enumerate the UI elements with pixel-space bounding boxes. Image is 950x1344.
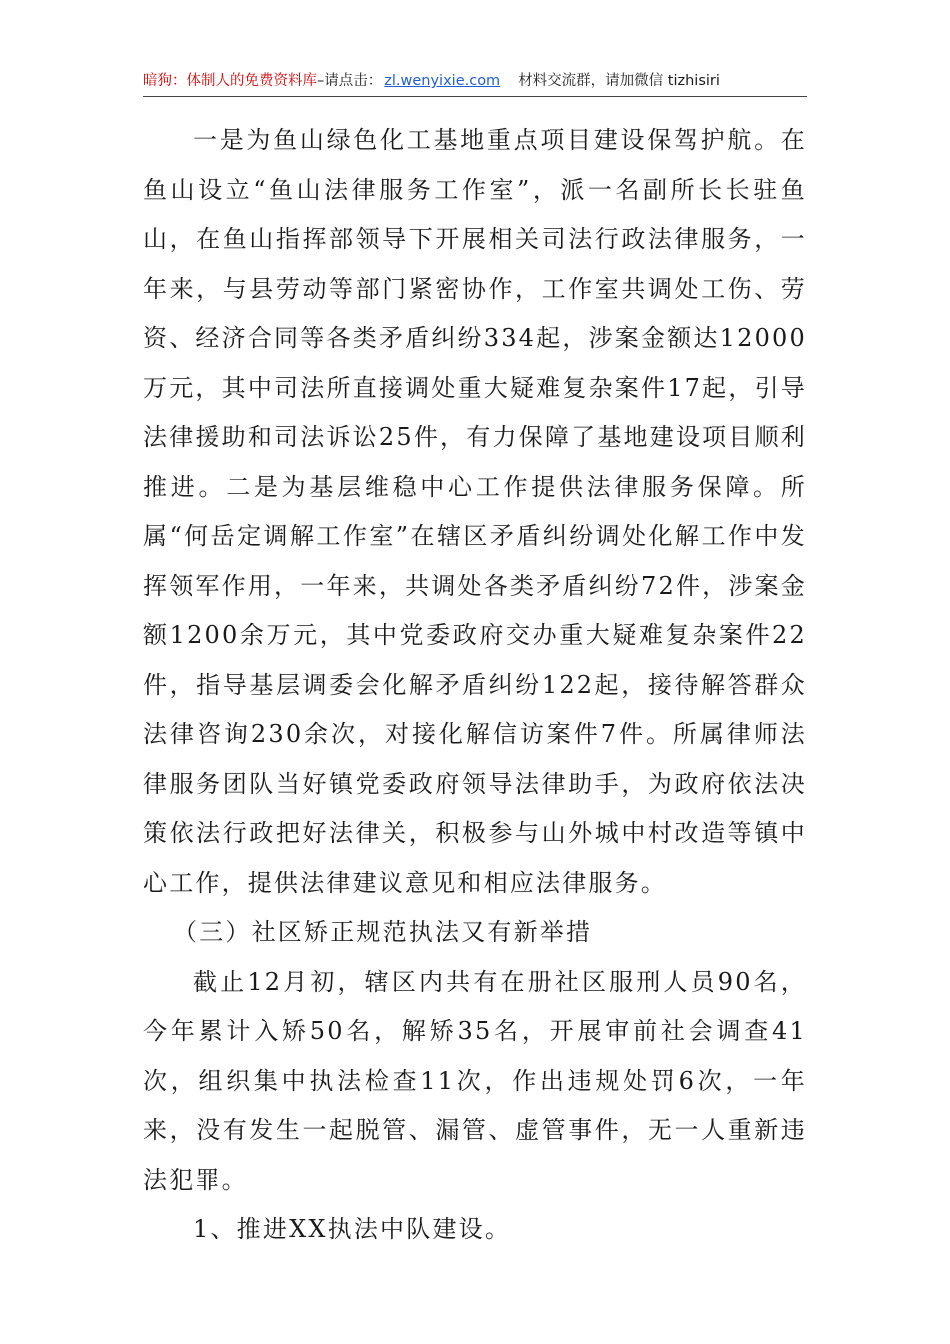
header-brand: 暗狗：体制人的免费资料库	[143, 73, 317, 89]
header-link-prefix: –请点击：	[317, 73, 383, 89]
header-divider	[143, 96, 807, 97]
document-body	[143, 116, 807, 1255]
page-header	[143, 68, 807, 94]
header-contact: 材料交流群，请加微信 tizhisiri	[518, 73, 720, 89]
section-heading: （三）社区矫正规范执法又有新举措	[173, 918, 593, 946]
header-url-link[interactable]: zl.wenyixie.com	[384, 73, 501, 89]
body-paragraph: 一是为鱼山绿色化工基地重点项目建设保驾护航。在鱼山设立“鱼山法律服务工作室”，派一名副所长长驻鱼山，在鱼山指挥部领导下开展相关司法行政法律服务，一年来，与县劳动等部门紧密协作，工作室共调处工伤、劳资、经济合同等各类矛盾纠纷334起，涉案金额达12000万元，其中司法所直接调处重大疑难复杂案件17起，引导法律援助和司法诉讼25件，有力保障了基地建设项目顺利推进。二是为基层维稳中心工作提供法律服务保障。所属“何岳定调解工作室”在辖区矛盾纠纷调处化解工作中发挥领军作用，一年来，共调处各类矛盾纠纷72件，涉案金额1200余万元，其中党委政府交办重大疑难复杂案件22件，指导基层调委会化解矛盾纠纷122起，接待解答群众法律咨询230余次，对接化解信访案件7件。所属律师法律服务团队当好镇党委政府领导法律助手，为政府依法决策依法行政把好法律关，积极参与山外城中村改造等镇中心工作，提供法律建议意见和相应法律服务。	[143, 126, 807, 897]
body-paragraph: 截止12月初，辖区内共有在册社区服刑人员90名，今年累计入矫50名，解矫35名，开展审前社会调查41次，组织集中执法检查11次，作出违规处罚6次，一年来，没有发生一起脱管、漏管、虚管事件，无一人重新违法犯罪。	[143, 967, 807, 1194]
list-item: 1、推进XX执法中队建设。	[193, 1215, 512, 1243]
